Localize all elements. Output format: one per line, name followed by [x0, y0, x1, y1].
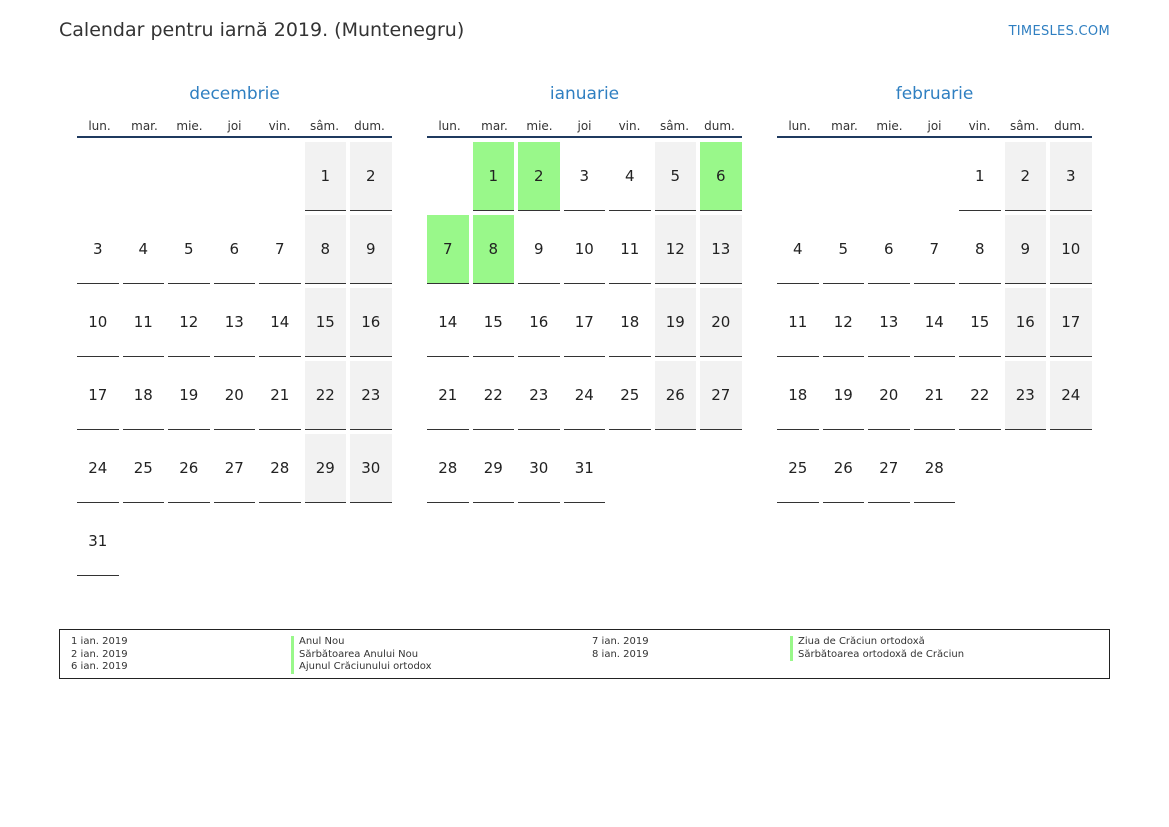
- day-cell: 19: [655, 288, 697, 357]
- day-cell: 2: [1005, 142, 1047, 211]
- weekday-label: mar.: [131, 119, 158, 133]
- day-cell: 26: [823, 434, 865, 503]
- day-cell: 22: [473, 361, 515, 430]
- weekday-label: vin.: [268, 119, 291, 133]
- day-cell: 20: [700, 288, 742, 357]
- day-cell: 23: [518, 361, 560, 430]
- day-cell: 8: [305, 215, 347, 284]
- legend-date: 2 ian. 2019: [71, 648, 128, 660]
- day-grid: [777, 142, 1092, 503]
- month-februarie: [777, 80, 1092, 503]
- legend-holiday-name: Ziua de Crăciun ortodoxă: [790, 636, 964, 649]
- empty-cell: [168, 142, 210, 211]
- day-cell: 26: [655, 361, 697, 430]
- weekday-label: sâm.: [659, 119, 690, 133]
- day-cell: 12: [168, 288, 210, 357]
- holiday-day-cell: 7: [427, 215, 469, 284]
- weekday-label: mie.: [526, 119, 553, 133]
- day-cell: 11: [777, 288, 819, 357]
- day-cell: 17: [564, 288, 606, 357]
- day-cell: 2: [350, 142, 392, 211]
- day-cell: 14: [259, 288, 301, 357]
- empty-cell: [77, 142, 119, 211]
- legend-holiday-name: Sărbătoarea Anului Nou: [291, 649, 432, 662]
- weekday-header: [427, 108, 742, 138]
- day-cell: 23: [1005, 361, 1047, 430]
- day-cell: 14: [914, 288, 956, 357]
- day-cell: 28: [427, 434, 469, 503]
- day-cell: 29: [473, 434, 515, 503]
- legend-left-names: [291, 636, 432, 674]
- legend-date: 6 ian. 2019: [71, 661, 128, 672]
- day-cell: 29: [305, 434, 347, 503]
- weekday-label: dum.: [704, 119, 735, 133]
- empty-cell: [214, 142, 256, 211]
- empty-cell: [868, 142, 910, 211]
- day-cell: 16: [518, 288, 560, 357]
- day-cell: 24: [77, 434, 119, 503]
- legend-right-dates: [592, 636, 649, 661]
- day-cell: 4: [609, 142, 651, 211]
- month-name: ianuarie: [549, 84, 620, 104]
- day-cell: 20: [868, 361, 910, 430]
- weekday-header: [777, 108, 1092, 138]
- weekday-label: sâm.: [1009, 119, 1040, 133]
- day-cell: 28: [259, 434, 301, 503]
- weekday-label: joi: [927, 119, 942, 133]
- legend-holiday-name: Ajunul Crăciunului ortodox: [291, 661, 432, 674]
- legend-date: 1 ian. 2019: [71, 636, 128, 647]
- day-cell: 3: [1050, 142, 1092, 211]
- empty-cell: [823, 142, 865, 211]
- day-cell: 23: [350, 361, 392, 430]
- day-cell: 13: [868, 288, 910, 357]
- legend-holiday-name: Anul Nou: [291, 636, 432, 649]
- day-cell: 15: [473, 288, 515, 357]
- weekday-label: lun.: [438, 119, 461, 133]
- weekday-label: mie.: [176, 119, 203, 133]
- day-cell: 30: [350, 434, 392, 503]
- day-cell: 11: [123, 288, 165, 357]
- day-cell: 10: [77, 288, 119, 357]
- empty-cell: [427, 142, 469, 211]
- weekday-label: joi: [227, 119, 242, 133]
- holiday-day-cell: 2: [518, 142, 560, 211]
- day-cell: 25: [123, 434, 165, 503]
- day-grid: [77, 142, 392, 576]
- day-cell: 27: [214, 434, 256, 503]
- day-cell: 6: [868, 215, 910, 284]
- empty-cell: [259, 142, 301, 211]
- day-cell: 11: [609, 215, 651, 284]
- weekday-label: dum.: [1054, 119, 1085, 133]
- legend-holiday-name: Sărbătoarea ortodoxă de Crăciun: [790, 649, 964, 662]
- day-cell: 24: [564, 361, 606, 430]
- day-cell: 4: [123, 215, 165, 284]
- day-cell: 16: [350, 288, 392, 357]
- day-cell: 28: [914, 434, 956, 503]
- month-name: februarie: [895, 84, 974, 104]
- weekday-label: dum.: [354, 119, 385, 133]
- day-cell: 5: [655, 142, 697, 211]
- day-cell: 9: [350, 215, 392, 284]
- holiday-day-cell: 6: [700, 142, 742, 211]
- month-ianuarie: [427, 80, 742, 503]
- day-cell: 8: [959, 215, 1001, 284]
- day-cell: 17: [1050, 288, 1092, 357]
- empty-cell: [914, 142, 956, 211]
- holiday-day-cell: 8: [473, 215, 515, 284]
- weekday-label: mar.: [481, 119, 508, 133]
- empty-cell: [123, 142, 165, 211]
- day-cell: 24: [1050, 361, 1092, 430]
- weekday-label: mar.: [831, 119, 858, 133]
- weekday-label: lun.: [88, 119, 111, 133]
- page-title: Calendar pentru iarnă 2019. (Muntenegru): [59, 19, 465, 41]
- day-cell: 21: [427, 361, 469, 430]
- day-cell: 27: [868, 434, 910, 503]
- day-cell: 17: [77, 361, 119, 430]
- day-cell: 18: [123, 361, 165, 430]
- day-cell: 7: [259, 215, 301, 284]
- day-cell: 1: [305, 142, 347, 211]
- day-cell: 9: [518, 215, 560, 284]
- day-cell: 6: [214, 215, 256, 284]
- month-decembrie: [77, 80, 392, 576]
- day-cell: 1: [959, 142, 1001, 211]
- day-cell: 19: [823, 361, 865, 430]
- day-cell: 31: [77, 507, 119, 576]
- day-cell: 31: [564, 434, 606, 503]
- empty-cell: [777, 142, 819, 211]
- day-cell: 15: [305, 288, 347, 357]
- day-cell: 21: [914, 361, 956, 430]
- day-cell: 19: [168, 361, 210, 430]
- day-cell: 22: [305, 361, 347, 430]
- weekday-label: lun.: [788, 119, 811, 133]
- day-cell: 14: [427, 288, 469, 357]
- day-cell: 16: [1005, 288, 1047, 357]
- day-cell: 9: [1005, 215, 1047, 284]
- day-cell: 12: [655, 215, 697, 284]
- month-name: decembrie: [189, 84, 280, 104]
- legend-date: 8 ian. 2019: [592, 648, 649, 660]
- legend-left-dates: [71, 636, 128, 674]
- legend-date: 7 ian. 2019: [592, 636, 649, 647]
- legend-right-names: [790, 636, 964, 661]
- day-cell: 25: [777, 434, 819, 503]
- brand-link[interactable]: TIMESLES.COM: [1008, 24, 1110, 39]
- day-cell: 7: [914, 215, 956, 284]
- day-cell: 10: [1050, 215, 1092, 284]
- day-cell: 18: [609, 288, 651, 357]
- day-cell: 13: [214, 288, 256, 357]
- weekday-label: mie.: [876, 119, 903, 133]
- day-cell: 18: [777, 361, 819, 430]
- day-cell: 5: [823, 215, 865, 284]
- weekday-label: sâm.: [309, 119, 340, 133]
- holiday-legend: [59, 629, 1110, 679]
- day-grid: [427, 142, 742, 503]
- day-cell: 13: [700, 215, 742, 284]
- weekday-label: vin.: [968, 119, 991, 133]
- weekday-label: joi: [577, 119, 592, 133]
- weekday-label: vin.: [618, 119, 641, 133]
- day-cell: 25: [609, 361, 651, 430]
- day-cell: 3: [564, 142, 606, 211]
- day-cell: 3: [77, 215, 119, 284]
- day-cell: 4: [777, 215, 819, 284]
- day-cell: 15: [959, 288, 1001, 357]
- day-cell: 5: [168, 215, 210, 284]
- day-cell: 21: [259, 361, 301, 430]
- day-cell: 27: [700, 361, 742, 430]
- day-cell: 10: [564, 215, 606, 284]
- day-cell: 26: [168, 434, 210, 503]
- day-cell: 20: [214, 361, 256, 430]
- day-cell: 22: [959, 361, 1001, 430]
- day-cell: 12: [823, 288, 865, 357]
- day-cell: 30: [518, 434, 560, 503]
- weekday-header: [77, 108, 392, 138]
- holiday-day-cell: 1: [473, 142, 515, 211]
